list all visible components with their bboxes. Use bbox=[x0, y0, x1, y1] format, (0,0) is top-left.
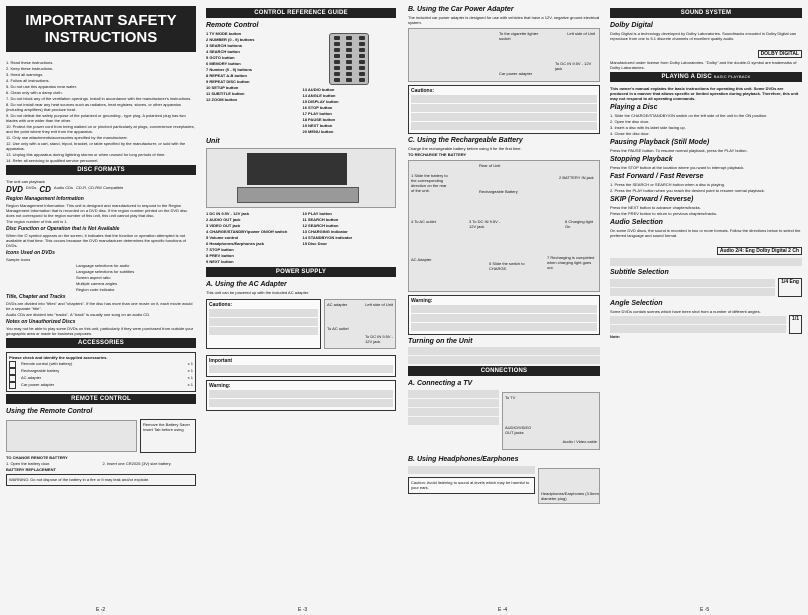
region-title: Region Management Information bbox=[6, 196, 84, 202]
subtitle-osd-badge: 1/4 Eng bbox=[778, 278, 802, 297]
remote-control-title: Remote Control bbox=[206, 22, 259, 29]
headphones-caution: Caution: Avoid listening to sound at levels which may be harmful to your ears. bbox=[408, 477, 535, 494]
disc-formats-intro: The unit can playback bbox=[6, 179, 45, 184]
safety-item: 11. Only use attachments/accessories specified by the manufacturer. bbox=[6, 135, 128, 140]
safety-item: 4. Follow all instructions. bbox=[6, 78, 50, 83]
safety-item: 9. Do not defeat the safety purpose of the polarized or grounding - type plug. A polarized plug has two blades with one wider than the other. bbox=[6, 113, 186, 123]
column-control-guide bbox=[206, 6, 396, 601]
remote-header: REMOTE CONTROL bbox=[6, 394, 196, 404]
safety-item: 10. Protect the power cord from being walked on or pinched particularly at plugs, convenience receptacles, and the point where they exit from the apparatus. bbox=[6, 124, 195, 134]
dolby-text: Dolby Digital is a technology developed by Dolby Laboratories. Soundtracks encoded in Dolby Digital can reproduce from one to 5.1 discrete channels of excellent quality audio. bbox=[610, 31, 797, 41]
dolby-credit: Manufactured under license from Dolby Laboratories. "Dolby" and the double-D symbol are trademarks of Dolby Laboratories. bbox=[610, 60, 797, 70]
stop-title: Stopping Playback bbox=[610, 156, 673, 163]
remote-usage bbox=[6, 417, 196, 455]
column-playback: SOUND SYSTEM Dolby Digital Dolby Digital is a technology developed by Dolby Laboratories. Soundtracks encoded in Dolby Digital can reproduce from one to 5.1 discrete channels of excellent quality audio. DOLBY DIGITAL Manufactured under license from Dolby Laboratories. "Dolby" and the double-D symbol are trademarks of Dolby Laboratories. PLAYING A DISC BASIC PLAYBACK This owner's manual explains the basic instructions for operating this unit. Some DVDs are produced in a manner that allows specific or limited operation during playback. Therefore, this unit may not respond to all operating commands. Playing a Disc 1. Slide the CHARGE/STANDBY/ON switch on the left side of the unit to the ON position. 2. Open the disc door. 3. Insert a disc with its label side facing up. 4. Close the disc door. Pausing Playback (Still Mode) Press the PAUSE button. To resume normal playback, press the PLAY button. Stopping Playback Press the STOP button at the location where you want to interrupt playback. Fast Forward / Fast Reverse 1. Press the SEARCH or SEARCH button when a disc is playing. 2. Press the PLAY button when you reach the desired point to resume normal playback. SKIP (Forward / Reverse) Press the NEXT button to advance chapters/tracks. Press the PREV button to return to previous chapters/tracks. Audio Selection On some DVD discs, the sound is recorded in two or more formats. Follow the directions below to select the preferred language and sound format. Audio 2/4: Eng Dolby Digital 2 Ch Subtitle Selection 1/4 Eng Angle Selection Some DVDs contain scenes which have been shot from a number of different angles. 1/1 Note: bbox=[610, 10, 801, 339]
icon-legend-item: Language selections for audio bbox=[76, 263, 130, 268]
battery-replacement-title: BATTERY REPLACEMENT bbox=[6, 467, 56, 472]
remote-item-list-right: 13 AUDIO button 14 ANGLE button 15 DISPLAY button 16 STOP button 17 PLAY button 18 PAUSE button 19 NEXT button 20 MENU button bbox=[302, 87, 339, 134]
car-adapter-illustration: To the cigarette lighter socket Left side of Unit Car power adapter To DC IN 9.5V - 12V jack bbox=[408, 28, 600, 82]
disc-label: CD-R, CD-RW Compatible bbox=[76, 185, 124, 190]
disc-label: DVDs bbox=[25, 185, 37, 190]
unauthorized-title: Notes on Unauthorized Discs bbox=[6, 319, 76, 325]
safety-item: 6. Clean only with a damp cloth. bbox=[6, 90, 63, 95]
skip-title: SKIP (Forward / Reverse) bbox=[610, 196, 694, 203]
page-number: E -3 bbox=[298, 607, 308, 613]
title-chapter-item: Audio CDs are divided into "tracks". A "track" is usually one song on an audio CD. bbox=[6, 312, 151, 317]
disc-function-text: When the ∅ symbol appears on the screen, it indicates that the function or operation attempted is not available at that time. This occurs because the DVD manufacturer determines the specific functions of DVDs. bbox=[6, 233, 187, 248]
pause-title: Pausing Playback (Still Mode) bbox=[610, 139, 710, 146]
remote-usage-illustration bbox=[6, 420, 137, 452]
cd-logo-icon: CD bbox=[39, 185, 51, 194]
battery-warning: WARNING: Do not dispose of the battery in a fire or it may leak and/or explode. bbox=[6, 474, 196, 486]
page-number: E -2 bbox=[96, 607, 106, 613]
control-guide-header: CONTROL REFERENCE GUIDE bbox=[206, 8, 396, 18]
ff-title: Fast Forward / Fast Reverse bbox=[610, 173, 704, 180]
accessories-box bbox=[6, 352, 196, 392]
subtitle-selection-title: Subtitle Selection bbox=[610, 269, 669, 276]
headphones-title: B. Using Headphones/Earphones bbox=[408, 456, 519, 463]
unit-illustration bbox=[206, 148, 396, 208]
rechargeable-text: Charge the rechargeable battery before using it for the first time. bbox=[408, 146, 522, 151]
car-adapter-title: B. Using the Car Power Adapter bbox=[408, 6, 514, 13]
icon-legend-item: Language selections for subtitles bbox=[76, 269, 135, 274]
safety-title: IMPORTANT SAFETY INSTRUCTIONS bbox=[6, 6, 196, 52]
page-number: E -5 bbox=[700, 607, 710, 613]
angle-selection-title: Angle Selection bbox=[610, 300, 663, 307]
audio-osd-badge: Audio 2/4: Eng Dolby Digital 2 Ch bbox=[717, 247, 802, 255]
accessory-row: Rechargeable battery x 1 bbox=[9, 368, 193, 375]
checkbox-icon bbox=[9, 375, 16, 382]
to-recharge: TO RECHARGE THE BATTERY bbox=[408, 152, 467, 157]
accessory-row: AC adapter x 1 bbox=[9, 375, 193, 382]
tv-connection-illustration: To TV AUDIO/VIDEO OUT jacks Audio / Video cable bbox=[502, 392, 600, 450]
change-battery-title: TO CHANGE REMOTE BATTERY bbox=[6, 455, 68, 460]
title-chapter-title: Title, Chapter and Tracks bbox=[6, 294, 66, 300]
playing-intro: This owner's manual explains the basic instructions for operating this unit. Some DVDs are produced in a manner that allows specific or limited operation during playback. Therefore, this unit may not respond to all operating commands. bbox=[610, 86, 799, 101]
remote-control-illustration bbox=[329, 33, 369, 85]
region-number: The region number of this unit is 1. bbox=[6, 219, 68, 224]
safety-item: 8. Do not install near any heat sources such as radiators, heat registers, stoves, or other apparatus (including amplifiers) that produce heat. bbox=[6, 102, 181, 112]
dolby-logo-icon: DOLBY DIGITAL bbox=[758, 50, 802, 58]
accessory-row: Car power adapter x 1 bbox=[9, 382, 193, 389]
safety-list bbox=[6, 60, 196, 163]
safety-item: 2. Keep these instructions. bbox=[6, 66, 54, 71]
unauthorized-text: You may not be able to play some DVDs on this unit, particularly if they were purchased from outside your geographic area or made for business purposes. bbox=[6, 326, 194, 336]
disc-label: Audio CDs bbox=[53, 185, 74, 190]
ac-warning: Warning: bbox=[206, 380, 396, 411]
checkbox-icon bbox=[9, 382, 16, 389]
icon-legend-item: Multiple camera angles bbox=[76, 281, 118, 286]
ac-adapter-illustration: AC adapter To AC outlet Left side of Unit To DC IN 9.5V - 12V jack bbox=[324, 299, 396, 349]
checkbox-icon bbox=[9, 361, 16, 368]
icons-sample: Sample Icons bbox=[6, 257, 31, 262]
safety-item: 7. Do not block any of the ventilation openings. Install in accordance with the manufacturer's instructions. bbox=[6, 96, 192, 101]
remote-item-list: 1 TV MODE button 2 NUMBER (0 - 9) buttons 3 SEARCH buttons 4 SEARCH button 5 GOTO button 6 MEMORY button 7 Number (0 - 9) buttons 8 REPEAT A-B button 9 REPEAT DISC button 10 SETUP button 11 SUBTITLE button 12 ZOOM button bbox=[206, 31, 255, 102]
ac-adapter-text: This unit can be powered up with the included AC adapter. bbox=[206, 290, 310, 295]
connect-tv-title: A. Connecting a TV bbox=[408, 380, 473, 387]
playing-disc-title: Playing a Disc bbox=[610, 104, 658, 111]
sound-system-header: SOUND SYSTEM bbox=[610, 8, 802, 18]
disc-function-title: Disc Function or Operation that is Not Available bbox=[6, 226, 120, 232]
unit-title: Unit bbox=[206, 138, 220, 145]
recharge-warning: Warning: bbox=[408, 295, 600, 335]
headphones-illustration: Headphones/Earphones (3.5mm diameter plug) bbox=[538, 468, 600, 504]
using-remote-title: Using the Remote Control bbox=[6, 408, 93, 415]
column-power-connections bbox=[408, 6, 600, 601]
ac-adapter-title: A. Using the AC Adapter bbox=[206, 281, 287, 288]
turning-on-title: Turning on the Unit bbox=[408, 338, 473, 345]
connections-header: CONNECTIONS bbox=[408, 366, 600, 376]
safety-item: 13. Unplug this apparatus during lightning storms or when unused for long periods of time. bbox=[6, 152, 166, 157]
remote-tip: Remove the Battery Saver Insert Tab before using bbox=[140, 419, 196, 453]
power-supply-header: POWER SUPPLY bbox=[206, 267, 396, 277]
safety-item: 14. Refer all servicing to qualified service personnel. bbox=[6, 158, 99, 163]
checkbox-icon bbox=[9, 368, 16, 375]
change-battery-steps: 1. Open the battery door. 2. Insert one CR2025 (3V) size battery. bbox=[6, 461, 172, 466]
accessories-note: Please check and identify the supplied accessories. bbox=[9, 355, 108, 360]
car-adapter-text: The included car power adapter is designed for use with vehicles that have a 12V, negative ground electrical system. bbox=[408, 15, 600, 25]
icon-legend-item: Region code indicator bbox=[76, 287, 115, 292]
ac-cautions: Cautions: bbox=[206, 299, 321, 349]
page-number: E -4 bbox=[498, 607, 508, 613]
unit-item-list-right: 10 PLAY button 11 SEARCH button 12 SEARCH button 13 CHARGING indicator 14 STANDBY/ON indicator 15 Disc Door bbox=[302, 211, 353, 246]
dvd-logo-icon: DVD bbox=[6, 185, 23, 194]
icon-legend-item: Screen aspect ratio bbox=[76, 275, 111, 280]
icons-title: Icons Used on DVDs bbox=[6, 250, 55, 256]
safety-item: 5. Do not use this apparatus near water. bbox=[6, 84, 77, 89]
safety-item: 3. Heed all warnings. bbox=[6, 72, 44, 77]
unit-item-list: 1 DC IN 9.5V - 12V jack 2 AUDIO OUT jack 3 VIDEO OUT jack 4 CHARGE/STANDBY/power ON/Off switch 5 Volume control 6 Headphones/Earphones jack 7 STOP button 8 PREV button 9 NEXT button bbox=[206, 211, 288, 264]
playing-disc-header: PLAYING A DISC BASIC PLAYBACK bbox=[610, 72, 802, 82]
car-cautions: Cautions: bbox=[408, 85, 600, 134]
accessory-row: Remote control (with battery) x 1 bbox=[9, 361, 193, 368]
disc-logos bbox=[6, 185, 196, 194]
audio-selection-title: Audio Selection bbox=[610, 219, 663, 226]
safety-item: 12. Use only with a cart, stand, tripod, bracket, or table specified by the manufacturer, or sold with the apparatus. bbox=[6, 141, 186, 151]
recharge-illustration: Rear of Unit 1 Slide the battery to the corresponding direction on the rear of the unit. Rechargeable Battery 2 BATTERY IN jack 4 To AC outlet 3 To DC IN 9.5V - 12V jack 6 Charging light On AC Adapter 5 Slide the switch to CHARGE. 7 Recharging is completed when charging light goes out. bbox=[408, 160, 600, 292]
accessories-header: ACCESSORIES bbox=[6, 338, 196, 348]
dolby-title: Dolby Digital bbox=[610, 22, 653, 29]
safety-item: 1. Read these instructions. bbox=[6, 60, 54, 65]
rechargeable-title: C. Using the Rechargeable Battery bbox=[408, 137, 523, 144]
angle-osd-badge: 1/1 bbox=[789, 315, 802, 334]
important-note: Important bbox=[206, 355, 396, 377]
title-chapter-item: DVDs are divided into "titles" and "chapters". If the disc has more than one movie on it, each movie would be a separate "title". bbox=[6, 301, 193, 311]
column-safety bbox=[6, 6, 196, 601]
region-text: Region Management Information: This unit is designed and manufactured to respond to the Region Management Information that is recorded on a DVD disc. If the region number printed on the DVD disc does not correspond to the region number of this unit, this unit cannot play that disc. bbox=[6, 203, 188, 218]
disc-formats-header: DISC FORMATS bbox=[6, 165, 196, 175]
icon-legend bbox=[76, 263, 196, 292]
